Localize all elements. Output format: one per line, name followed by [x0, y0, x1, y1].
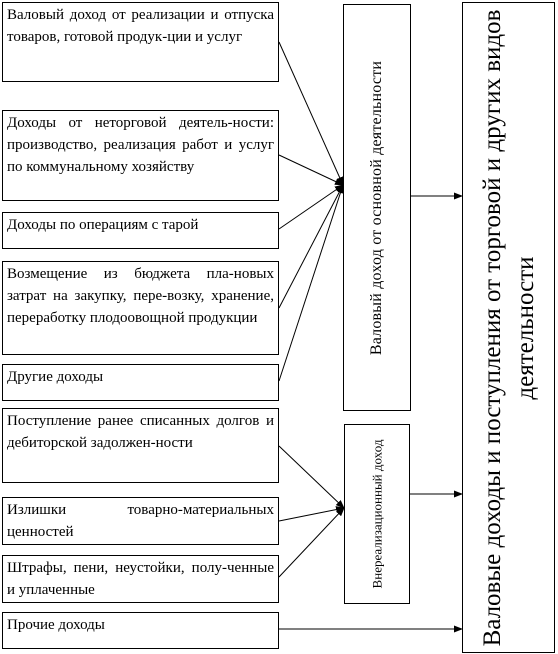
main-income-box: [343, 4, 411, 411]
source-text: Излишки товарно-материальных ценностей: [7, 502, 274, 540]
source-text: Доходы по операциям с тарой: [7, 217, 199, 233]
source-box-budget-reimbursement: [2, 261, 279, 355]
arrow-s3-main: [279, 185, 343, 229]
source-box-written-off-debts: [2, 408, 279, 483]
source-box-fines: [2, 555, 279, 603]
arrow-s7-extra: [279, 508, 344, 521]
source-box-non-trade-income: [2, 110, 279, 201]
source-box-sales-income: [2, 2, 279, 82]
source-text: Поступление ранее списанных долгов и дебиторской задолжен-ности: [7, 413, 274, 451]
arrow-s6-extra: [279, 446, 344, 508]
source-text: Прочие доходы: [7, 617, 105, 633]
source-text: Другие доходы: [7, 369, 104, 385]
total-income-label: Валовые доходы и поступления от торговой и других видов деятельности: [478, 9, 539, 646]
non-operating-income-box: [344, 424, 410, 604]
source-text: Доходы от неторговой деятель-ности: производство, реализация работ и услуг по коммунальному хозяйству: [7, 115, 274, 175]
non-operating-income-label: Внереализационный доход: [369, 439, 385, 589]
source-box-inventory-surplus: [2, 497, 279, 545]
source-text: Штрафы, пени, неустойки, полу-ченные и уплаченные: [7, 560, 274, 598]
source-box-other-income: [2, 364, 279, 401]
main-income-label: Валовый доход от основной деятельности: [368, 60, 385, 355]
arrow-s2-main: [279, 155, 343, 185]
arrow-s4-main: [279, 185, 343, 308]
total-income-box: [462, 2, 555, 653]
source-box-tare-income: [2, 212, 279, 249]
arrow-s1-main: [279, 42, 343, 185]
source-text: Валовый доход от реализации и отпуска товаров, готовой продук-ции и услуг: [7, 7, 274, 45]
source-text: Возмещение из бюджета пла-новых затрат на закупку, пере-возку, хранение, переработку плодоовощной продукции: [7, 266, 274, 326]
arrow-s8-extra: [279, 508, 344, 577]
source-box-misc-income: [2, 612, 279, 649]
arrow-s5-main: [279, 185, 343, 381]
